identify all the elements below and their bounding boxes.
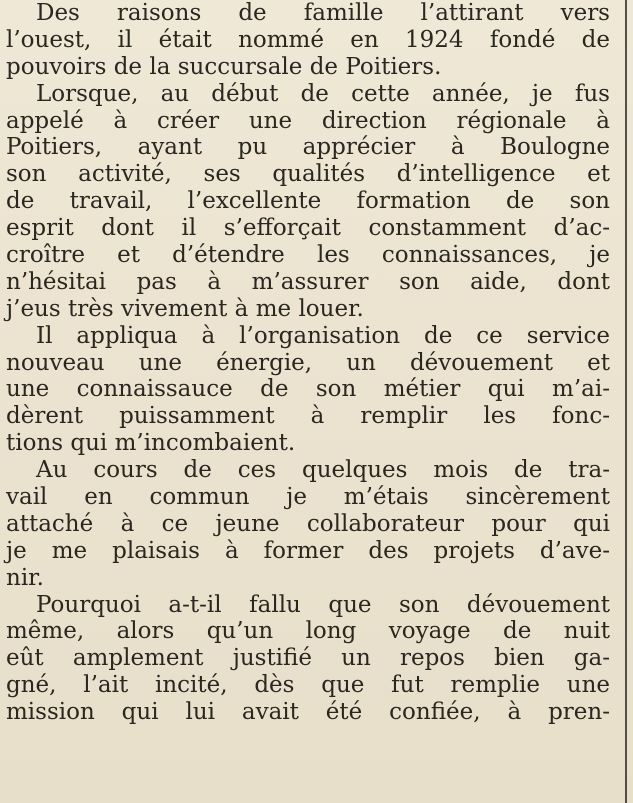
text-line: eût amplement justifié un repos bien ga- xyxy=(6,645,610,672)
text-line: Pourquoi a-t-il fallu que son dévouement xyxy=(36,591,610,618)
text-line: gné, l’ait incité, dès que fut remplie une xyxy=(6,672,610,699)
text-line: de travail, l’excellente formation de son xyxy=(6,188,610,215)
text-line: pouvoirs de la succursale de Poitiers. xyxy=(6,53,442,80)
text-line: attaché à ce jeune collaborateur pour qui xyxy=(6,510,610,537)
text-line: Au cours de ces quelques mois de tra- xyxy=(36,457,610,484)
paragraph-4 xyxy=(6,457,610,591)
paragraph-2 xyxy=(6,81,610,323)
text-line: Lorsque, au début de cette année, je fus xyxy=(36,80,610,107)
text-line: son activité, ses qualités d’intelligence et xyxy=(6,161,610,188)
paragraph-5 xyxy=(6,592,610,726)
text-line: tions qui m’incombaient. xyxy=(6,430,296,457)
text-line: appelé à créer une direction régionale à xyxy=(6,107,610,134)
text-line: Des raisons de famille l’attirant vers xyxy=(36,0,610,26)
text-line: Il appliqua à l’organisation de ce service xyxy=(36,322,610,349)
text-line: Poitiers, ayant pu apprécier à Boulogne xyxy=(6,134,610,161)
text-line: nir. xyxy=(6,564,44,591)
paragraph-1 xyxy=(6,0,610,81)
text-line: n’hésitai pas à m’assurer son aide, dont xyxy=(6,268,610,295)
text-line: nouveau une énergie, un dévouement et xyxy=(6,349,610,376)
text-line: vail en commun je m’étais sincèrement xyxy=(6,484,610,511)
column-rule xyxy=(625,0,627,803)
text-line: mission qui lui avait été confiée, à pren- xyxy=(6,699,610,726)
text-line: l’ouest, il était nommé en 1924 fondé de xyxy=(6,26,610,53)
article-text xyxy=(6,0,610,726)
text-line: esprit dont il s’efforçait constamment d’ac- xyxy=(6,215,610,242)
text-line: j’eus très vivement à me louer. xyxy=(6,295,364,322)
text-line: je me plaisais à former des projets d’ave- xyxy=(6,537,610,564)
paragraph-3 xyxy=(6,323,610,457)
text-line: une connaissauce de son métier qui m’ai- xyxy=(6,376,610,403)
text-line: croître et d’étendre les connaissances, je xyxy=(6,242,610,269)
text-line: dèrent puissamment à remplir les fonc- xyxy=(6,403,610,430)
text-line: même, alors qu’un long voyage de nuit xyxy=(6,618,610,645)
